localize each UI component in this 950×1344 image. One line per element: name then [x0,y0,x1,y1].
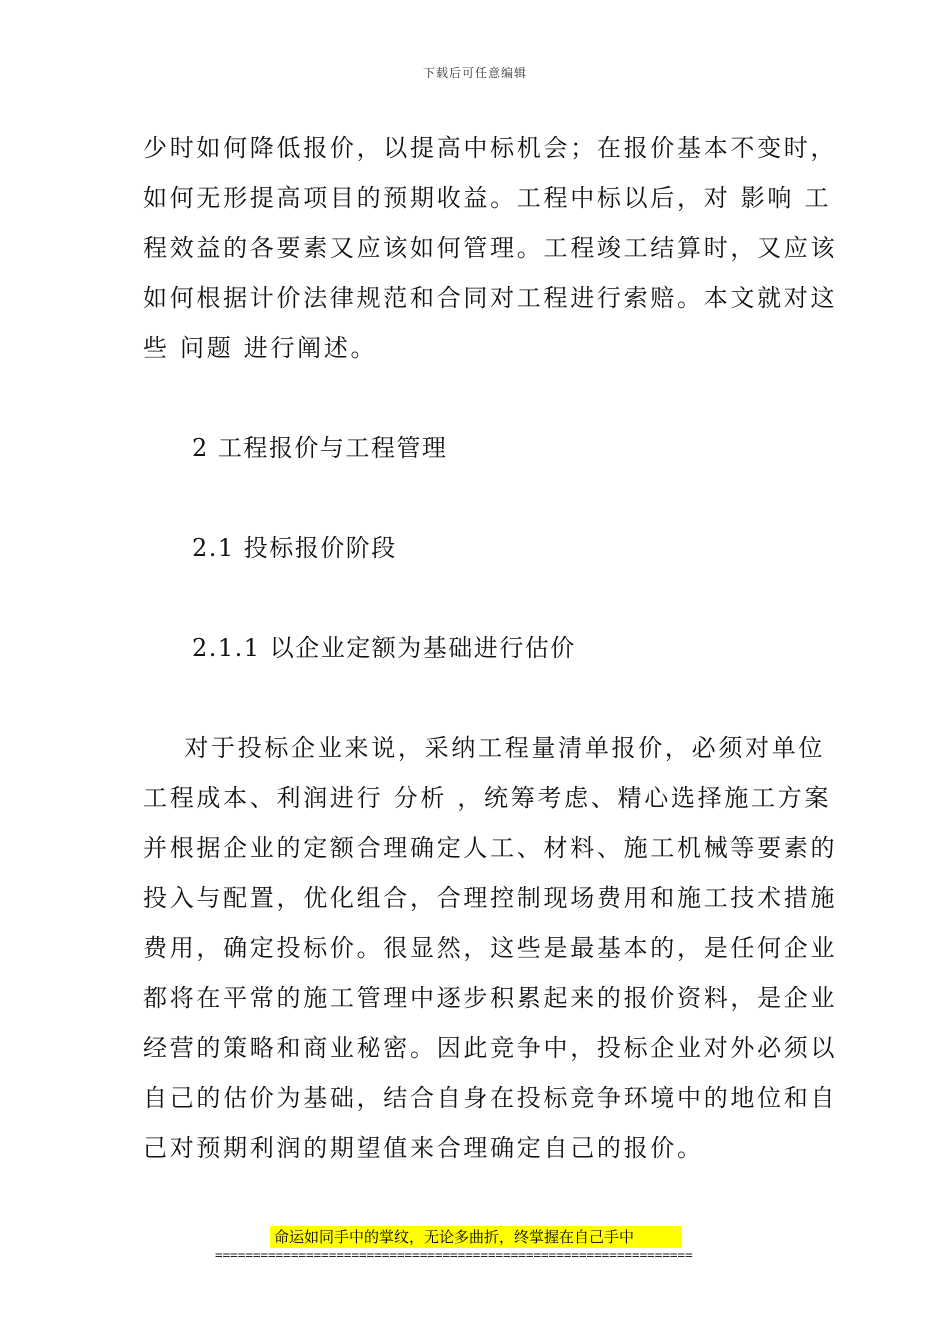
intro-line-2: 如何无形提高项目的预期收益。工程中标以后，对 影响 工 [143,184,832,212]
intro-line-1: 少时如何降低报价，以提高中标机会；在报价基本不变时， [143,134,838,162]
paragraph-line-4: 投入与配置，优化组合，合理控制现场费用和施工技术措施 [143,884,838,912]
paragraph-line-6: 都将在平常的施工管理中逐步积累起来的报价资料，是企业 [143,984,838,1012]
paragraph-line-3: 并根据企业的定额合理确定人工、材料、施工机械等要素的 [143,834,838,862]
paragraph-line-9: 己对预期利润的期望值来合理确定自己的报价。 [143,1134,704,1162]
paragraph-line-7: 经营的策略和商业秘密。因此竞争中，投标企业对外必须以 [143,1034,838,1062]
footer-divider-rule: =============================================================== [215,1247,693,1262]
paragraph-line-8: 自己的估价为基础，结合自身在投标竞争环境中的地位和自 [143,1084,838,1112]
intro-line-5: 些 问题 进行阐述。 [143,334,378,362]
page-header: 下载后可任意编辑 [422,66,527,80]
paragraph-line-2: 工程成本、利润进行 分析 ，统筹考虑、精心选择施工方案 [143,784,832,812]
heading-section-2-1: 2.1 投标报价阶段 [192,534,397,562]
intro-line-3: 程效益的各要素又应该如何管理。工程竣工结算时，又应该 [143,234,838,262]
paragraph-line-1: 对于投标企业来说，采纳工程量清单报价，必须对单位 [143,734,826,762]
footer-motto-banner: 命运如同手中的掌纹，无论多曲折，终掌握在自己手中 [270,1226,682,1248]
intro-line-4: 如何根据计价法律规范和合同对工程进行索赔。本文就对这 [143,284,838,312]
paragraph-line-5: 费用，确定投标价。很显然，这些是最基本的，是任何企业 [143,934,838,962]
heading-section-2-1-1: 2.1.1 以企业定额为基础进行估价 [192,634,576,662]
heading-section-2: 2 工程报价与工程管理 [192,434,448,462]
